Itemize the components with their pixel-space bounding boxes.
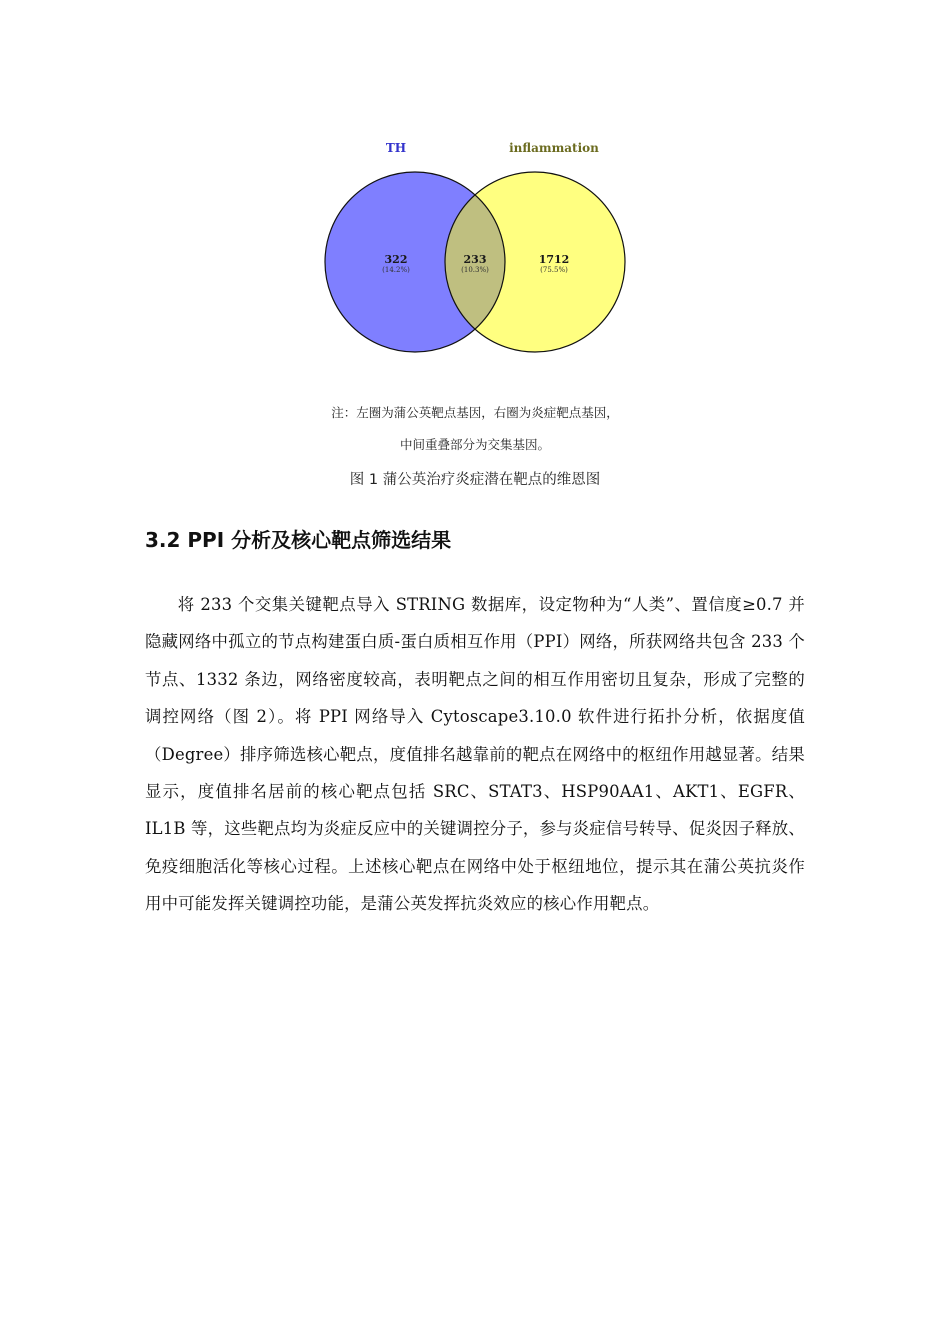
region-inflammation-only-count: 1712 (538, 253, 570, 266)
section-heading: 3.2 PPI 分析及核心靶点筛选结果 (145, 528, 452, 552)
set-label-inflammation: inflammation (509, 141, 599, 155)
venn-svg (0, 120, 950, 370)
region-th-only-percent: (14.2%) (382, 266, 410, 274)
set-label-th: TH (385, 141, 407, 155)
region-overlap-count: 233 (463, 253, 487, 266)
figure-caption: 图 1 蒲公英治疗炎症潜在靶点的维恩图 (349, 472, 601, 488)
venn-diagram (0, 120, 950, 370)
region-inflammation-only-percent: (75.5%) (540, 266, 568, 274)
region-overlap-percent: (10.3%) (461, 266, 489, 274)
figure-note-line2: 中间重叠部分为交集基因。 (399, 437, 550, 452)
region-th-only-count: 322 (384, 253, 408, 266)
figure-note-line1: 注：左圈为蒲公英靶点基因，右圈为炎症靶点基因， (331, 405, 619, 420)
body-paragraph: 将 233 个交集关键靶点导入 STRING 数据库，设定物种为“人类”、置信度≥0.7 并隐藏网络中孤立的节点构建蛋白质-蛋白质相互作用（PPI）网络，所获网络共包含 233 个节点、1332 条边，网络密度较高，表明靶点之间的相互作用密切且复杂，形成了完整的调控网络（图 2）。将 PPI 网络导入 Cytoscape3.10.0 软件进行拓扑分析，依据度值（Degree）排序筛选核心靶点，度值排名越靠前的靶点在网络中的枢纽作用越显著。结果显示，度值排名居前的核心靶点包括 SRC、STAT3、HSP90AA1、AKT1、EGFR、IL1B 等，这些靶点均为炎症反应中的关键调控分子，参与炎症信号转导、促炎因子释放、免疫细胞活化等核心过程。上述核心靶点在网络中处于枢纽地位，提示其在蒲公英抗炎作用中可能发挥关键调控功能，是蒲公英发挥抗炎效应的核心作用靶点。 (145, 595, 805, 914)
